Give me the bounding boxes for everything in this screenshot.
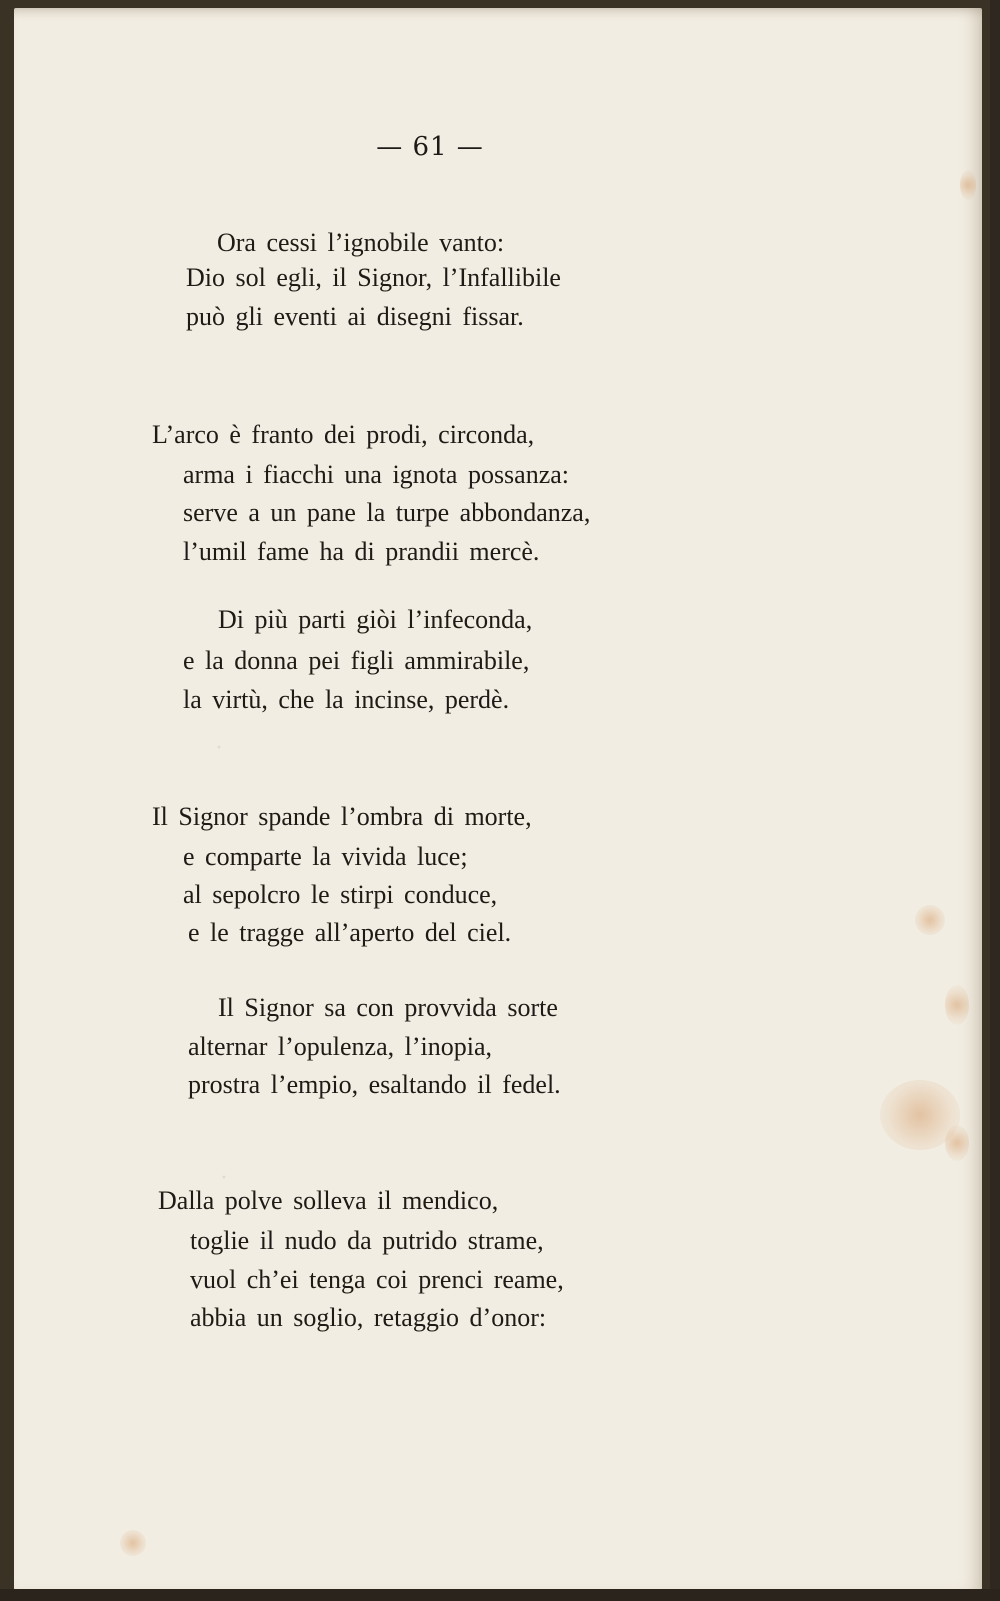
verse-line: Il Signor spande l’ombra di morte, [152, 802, 532, 831]
foxing-stain [915, 905, 945, 935]
foxing-stain [945, 985, 969, 1025]
page-number: — 61 — [376, 132, 484, 162]
verse-line: Ora cessi l’ignobile vanto: [217, 228, 505, 257]
show-through-text: · [220, 1165, 228, 1191]
verse-line: Il Signor sa con provvida sorte [218, 993, 558, 1022]
book-spine-edge [990, 0, 1000, 1601]
verse-line: prostra l’empio, esaltando il fedel. [188, 1070, 561, 1099]
verse-line: toglie il nudo da putrido strame, [190, 1226, 544, 1255]
foxing-stain [120, 1530, 146, 1556]
verse-line: Dio sol egli, il Signor, l’Infallibile [186, 263, 561, 292]
verse-line: Di più parti giòi l’infeconda, [218, 605, 533, 634]
verse-line: la virtù, che la incinse, perdè. [183, 685, 510, 714]
verse-line: e comparte la vivida luce; [183, 842, 468, 871]
page-bottom-edge [0, 1589, 1000, 1601]
verse-line: arma i fiacchi una ignota possanza: [183, 460, 570, 489]
verse-line: e la donna pei figli ammirabile, [183, 646, 530, 675]
verse-line: può gli eventi ai disegni fissar. [186, 302, 524, 331]
verse-line: abbia un soglio, retaggio d’onor: [190, 1303, 547, 1332]
verse-line: serve a un pane la turpe abbondanza, [183, 498, 591, 527]
show-through-text: · [215, 735, 223, 761]
verse-line: vuol ch’ei tenga coi prenci reame, [190, 1265, 564, 1294]
verse-line: l’umil fame ha di prandii mercè. [183, 537, 540, 566]
verse-line: L’arco è franto dei prodi, circonda, [152, 420, 535, 449]
foxing-stain [960, 170, 976, 200]
verse-line: e le tragge all’aperto del ciel. [188, 918, 512, 947]
foxing-stain [945, 1125, 969, 1161]
verse-line: alternar l’opulenza, l’inopia, [188, 1032, 492, 1061]
verse-line: al sepolcro le stirpi conduce, [183, 880, 498, 909]
verse-line: Dalla polve solleva il mendico, [158, 1186, 499, 1215]
